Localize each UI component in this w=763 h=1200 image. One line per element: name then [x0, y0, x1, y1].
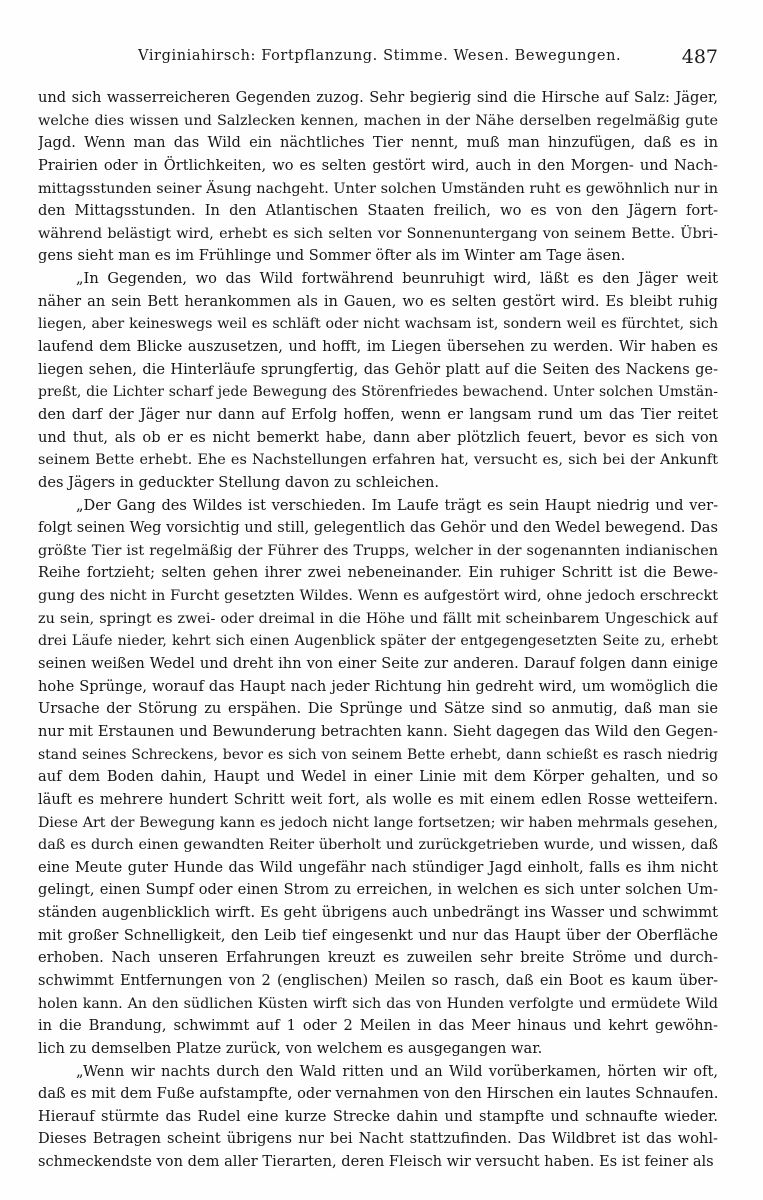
text-line: während belästigt wird, erhebt es sich selten vor Sonnenuntergang von seinem Bette. Übri- [38, 225, 718, 242]
text-line: näher an sein Bett herankommen als in Gauen, wo es selten gestört wird. Es bleibt ruhig [38, 292, 718, 310]
text-line: Prairien oder in Örtlichkeiten, wo es selten gestört wird, auch in den Morgen- und Nach- [38, 156, 718, 174]
text-line: und thut, als ob er es nicht bemerkt habe, dann aber plötzlich feuert, bevor es sich von [38, 428, 718, 446]
text-line: und sich wasserreicheren Gegenden zuzog. Sehr begierig sind die Hirsche auf Salz: Jäger, [38, 89, 718, 106]
text-line: welche dies wissen und Salzlecken kennen, machen in der Nähe derselben regelmäßig gute [38, 112, 718, 129]
text-line: Ursache der Störung zu erspähen. Die Sprünge und Sätze sind so anmutig, daß man sie [38, 700, 718, 718]
body-text [38, 87, 718, 1174]
text-line: Diese Art der Bewegung kann es jedoch nicht lange fortsetzen; wir haben mehrmals gesehen, [38, 814, 718, 831]
text-line: gelingt, einen Sumpf oder einen Strom zu erreichen, in welchen es sich unter solchen Um- [38, 881, 718, 899]
text-line: „Wenn wir nachts durch den Wald ritten und an Wild vorüberkamen, hörten wir oft, [76, 1062, 718, 1080]
text-line: eine Meute guter Hunde das Wild ungefähr nach stündiger Jagd einholt, falls es ihm nicht [38, 858, 718, 876]
text-line: stand seines Schreckens, bevor es sich von seinem Bette erhebt, dann schießt es rasch niedrig [38, 746, 718, 763]
text-line: mittagsstunden seiner Äsung nachgeht. Unter solchen Umständen ruht es gewöhnlich nur in [38, 180, 718, 197]
text-line: des Jägers in geduckter Stellung davon zu schleichen. [38, 473, 440, 491]
text-line: nur mit Erstaunen und Bewunderung betrachten kann. Sieht dagegen das Wild den Gegen- [38, 722, 718, 740]
text-line: drei Läufe nieder, kehrt sich einen Augenblick später der entgegengesetzten Seite zu, erhebt [38, 633, 718, 650]
text-line: gens sieht man es im Frühlinge und Sommer öfter als im Winter am Tage äsen. [38, 247, 626, 265]
text-line: läuft es mehrere hundert Schritt weit fort, als wolle es mit einem edlen Rosse wetteifern. [38, 790, 718, 808]
text-line: laufend dem Blicke auszusetzen, und hofft, im Liegen übersehen zu werden. Wir haben es [38, 338, 718, 356]
text-line: Jagd. Wenn man das Wild ein nächtliches Tier nennt, muß man hinzufügen, daß es in [38, 134, 718, 152]
text-line: den darf der Jäger nur dann auf Erfolg hoffen, wenn er langsam rund um das Tier reitet [38, 405, 718, 423]
text-line: zu sein, springt es zwei- oder dreimal in die Höhe und fällt mit scheinbarem Ungeschick auf [38, 610, 718, 627]
text-line: „In Gegenden, wo das Wild fortwährend beunruhigt wird, läßt es den Jäger weit [76, 270, 718, 288]
text-line: daß es durch einen gewandten Reiter überholt und zurückgetrieben wurde, und wissen, daß [38, 837, 718, 854]
text-line: lich zu demselben Platze zurück, von welchem es ausgegangen war. [38, 1039, 543, 1057]
running-head-title: Virginiahirsch: Fortpflanzung. Stimme. Wesen. Bewegungen. [138, 48, 622, 64]
text-line: ständen augenblicklich wirft. Es geht übrigens auch unbedrängt ins Wasser und schwimmt [38, 904, 718, 922]
text-line: folgt seinen Weg vorsichtig und still, gelegentlich das Gehör und den Wedel bewegend. Das [38, 519, 718, 537]
text-line: mit großer Schnelligkeit, den Leib tief eingesenkt und nur das Haupt über der Oberfläche [38, 926, 718, 944]
text-line: daß es mit dem Fuße aufstampfte, oder vernahmen von den Hirschen ein lautes Schnaufen. [38, 1085, 718, 1103]
text-line: seinem Bette erhebt. Ehe es Nachstellungen erfahren hat, versucht es, sich bei der Ankunft [38, 452, 718, 469]
text-line: schmeckendste von dem aller Tierarten, deren Fleisch wir versucht haben. Es ist feiner als [38, 1153, 714, 1171]
text-line: den Mittagsstunden. In den Atlantischen Staaten freilich, wo es von den Jägern fort- [38, 202, 718, 220]
text-line: in die Brandung, schwimmt auf 1 oder 2 Meilen in das Meer hinaus und kehrt gewöhn- [38, 1017, 718, 1035]
text-line: „Der Gang des Wildes ist verschieden. Im Laufe trägt es sein Haupt niedrig und ver- [76, 496, 718, 514]
text-line: seinen weißen Wedel und dreht ihn von einer Seite zur anderen. Darauf folgen dann einige [38, 655, 718, 673]
text-line: hohe Sprünge, worauf das Haupt nach jeder Richtung hin gedreht wird, um womöglich die [38, 677, 718, 695]
text-line: gung des nicht in Furcht gesetzten Wildes. Wenn es aufgestört wird, ohne jedoch erschreckt [38, 588, 718, 605]
text-line: holen kann. An den südlichen Küsten wirft sich das von Hunden verfolgte und ermüdete Wild [38, 995, 718, 1012]
text-line: erhoben. Nach unseren Erfahrungen kreuzt es zuweilen sehr breite Ströme und durch- [38, 949, 718, 967]
text-line: Hierauf stürmte das Rudel eine kurze Strecke dahin und stampfte und schnaufte wieder. [38, 1107, 718, 1125]
text-line: Dieses Betragen scheint übrigens nur bei Nacht stattzufinden. Das Wildbret ist das wohl- [38, 1130, 718, 1148]
text-line: schwimmt Entfernungen von 2 (englischen) Meilen so rasch, daß ein Boot es kaum über- [38, 971, 718, 989]
text-line: liegen sehen, die Hinterläufe sprungfertig, das Gehör platt auf die Seiten des Nackens ge- [38, 360, 718, 378]
text-line: auf dem Boden dahin, Haupt und Wedel in einer Linie mit dem Körper gehalten, und so [38, 768, 718, 786]
text-line: Reihe fortzieht; selten gehen ihrer zwei nebeneinander. Ein ruhiger Schritt ist die Bewe- [38, 564, 718, 582]
text-line: größte Tier ist regelmäßig der Führer des Trupps, welcher in der sogenannten indianischen [38, 542, 718, 559]
text-line: liegen, aber keineswegs weil es schläft oder nicht wachsam ist, sondern weil es fürchtet, sich [38, 316, 718, 333]
running-head [38, 46, 718, 74]
text-line: preßt, die Lichter scharf jede Bewegung des Störenfriedes bewachend. Unter solchen Umstän- [38, 384, 718, 401]
page-number: 487 [681, 46, 718, 68]
